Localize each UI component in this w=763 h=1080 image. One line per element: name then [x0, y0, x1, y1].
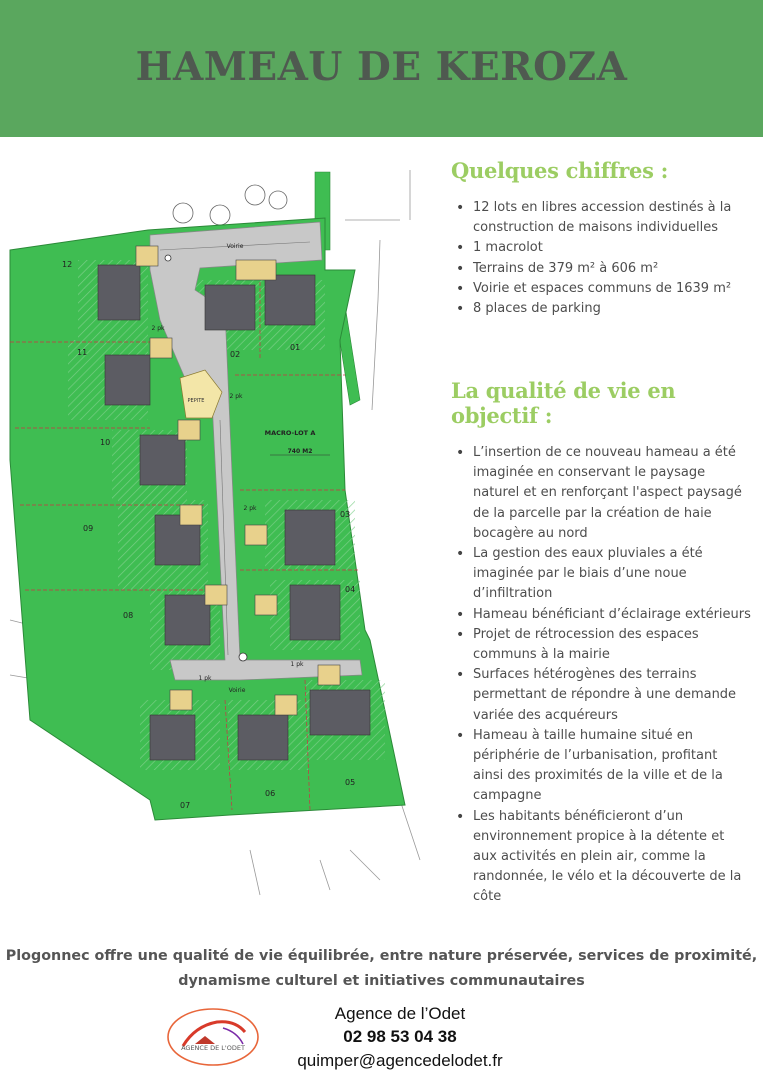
lot-number: 09	[83, 524, 94, 533]
lot-number: 07	[180, 801, 191, 810]
chiffres-section	[451, 158, 751, 319]
agency-logo	[165, 1006, 261, 1068]
list-item: • Projet de rétrocession des espaces communs à la mairie	[451, 625, 751, 665]
parking-label-1: 2 pk	[151, 325, 165, 332]
list-item: • La gestion des eaux pluviales a été imaginée par le biais d’une noue d’infiltration	[451, 544, 751, 605]
voirie-label-top: Voirie	[226, 243, 244, 250]
list-item: • 1 macrolot	[451, 238, 751, 258]
footer-note: Plogonnec offre une qualité de vie équilibrée, entre nature préservée, services de proximité, dynamisme culturel et initiatives communautaires	[5, 948, 758, 989]
list-item: • L’insertion de ce nouveau hameau a été imaginée en conservant le paysage naturel et en renforçant l'aspect paysagé de la parcelle par la création de haie bocagère au nord	[451, 443, 751, 544]
chiffres-title: Quelques chiffres :	[451, 158, 669, 183]
list-item: • 8 places de parking	[451, 299, 751, 319]
qualite-list	[451, 443, 751, 908]
parking-label-5: 1 pk	[290, 661, 304, 668]
voirie-label-bottom: Voirie	[228, 687, 246, 694]
list-item: • Hameau à taille humaine situé en périphérie de l’urbanisation, profitant ainsi des proximités de la ville et de la campagne	[451, 726, 751, 807]
macrolot-label: MACRO-LOT A	[264, 429, 316, 437]
parking-label-2: 2 pk	[229, 393, 243, 400]
list-item: • Hameau bénéficiant d’éclairage extérieurs	[451, 605, 751, 625]
lot-number: 08	[123, 611, 134, 620]
site-plan	[0, 160, 430, 900]
lot-number: 01	[290, 343, 301, 352]
chiffres-list	[451, 198, 751, 319]
list-item: • Terrains de 379 m² à 606 m²	[451, 259, 751, 279]
trees	[173, 185, 287, 225]
lot-number: 06	[265, 789, 276, 798]
list-item: • 12 lots en libres accession destinés à la construction de maisons individuelles	[451, 198, 751, 238]
agency-phone[interactable]: 02 98 53 04 38	[343, 1027, 457, 1046]
lot-number: 02	[230, 350, 241, 359]
lot-number: 11	[77, 348, 88, 357]
macrolot-area: 740 M2	[287, 448, 313, 455]
parking-label-3: 2 pk	[243, 505, 257, 512]
list-item: • Voirie et espaces communs de 1639 m²	[451, 279, 751, 299]
agency-email[interactable]: quimper@agencedelodet.fr	[297, 1051, 503, 1070]
lot-number: 03	[340, 510, 351, 519]
list-item: • Surfaces hétérogènes des terrains permettant de répondre à une demande variée des acquéreurs	[451, 665, 751, 726]
qualite-title: La qualité de vie en objectif :	[451, 378, 676, 428]
lot-number: 04	[345, 585, 356, 594]
page-title: HAMEAU DE KEROZA	[135, 44, 628, 90]
header-banner	[0, 0, 763, 137]
logo-text: AGENCE DE L'ODET	[181, 1044, 245, 1052]
lot-number: 10	[100, 438, 111, 447]
pepite-label: PEPITE	[187, 398, 205, 404]
contact-block	[260, 1003, 540, 1073]
list-item: • Les habitants bénéficieront d’un environnement propice à la détente et aux activités en plein air, comme la randonnée, le vélo et la découverte de la côte	[451, 807, 751, 908]
lot-number: 05	[345, 778, 356, 787]
agency-name: Agence de l’Odet	[334, 1004, 466, 1023]
lot-number: 12	[62, 260, 73, 269]
parking-label-4: 1 pk	[198, 675, 212, 682]
qualite-section	[451, 378, 751, 908]
